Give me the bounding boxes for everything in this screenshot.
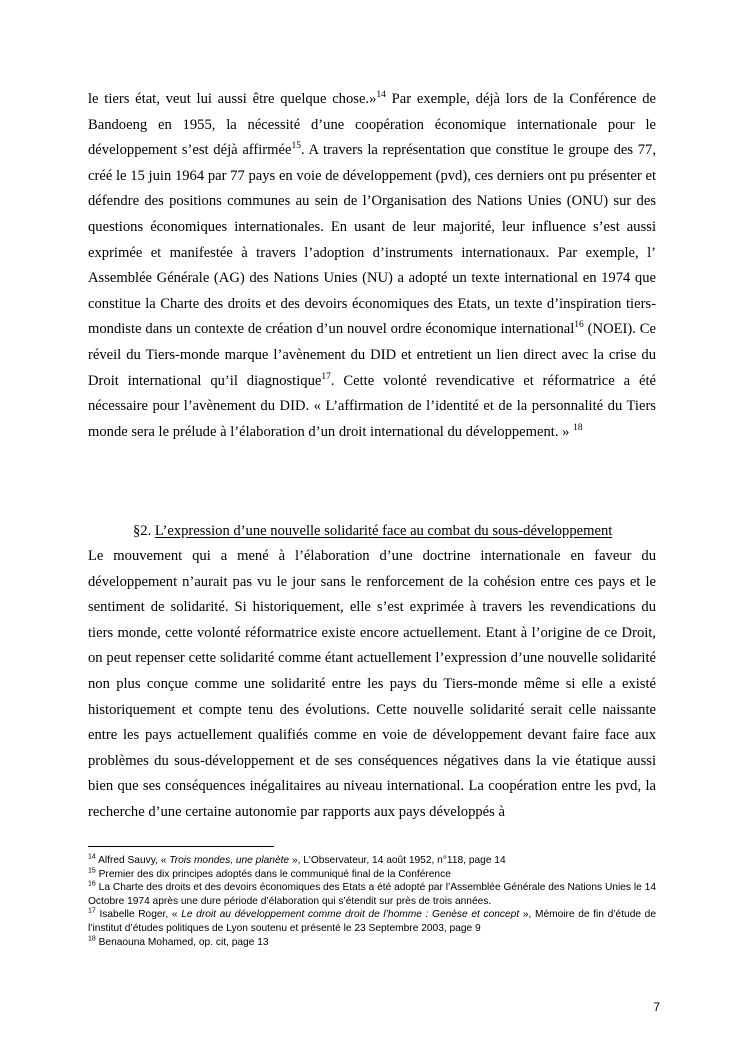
footnote-text: Benaouna Mohamed, op. cit, page 13 [95, 936, 269, 948]
footnote-text: », L'Observateur, 14 août 1952, n°118, page 14 [289, 855, 506, 866]
section-number: §2. [133, 523, 152, 539]
footnote-text: Premier des dix principes adoptés dans le communiqué final de la Conférence [95, 868, 451, 880]
footnote-cited-title: Le droit au développement comme droit de l’homme : Genèse et concept [181, 909, 520, 921]
paragraph-1 [88, 87, 656, 445]
footnote-17 [88, 908, 656, 935]
footnote-text: Isabelle Roger, « [95, 909, 182, 921]
footnote-text: La Charte des droits et des devoirs économiques des Etats a été adopté par l’Assemblée Générale des Nations Unies le 14 Octobre 1974 après une dure période d’élaboration qui s’étendit sur près de trois années. [88, 882, 656, 907]
page-number: 7 [653, 1000, 660, 1014]
footnote-ref-17[interactable]: 17 [321, 371, 331, 382]
footnote-text: Alfred Sauvy, « [95, 855, 170, 866]
paragraph-1-text: Par exemple, déjà lors de la Conférence de Bandoeng en 1955, la nécessité d’une coopération économique internationale pour le développement s’est déjà affirmée [88, 91, 656, 159]
paragraph-1-text: . Cette volonté revendicative et réformatrice a été nécessaire pour l’avènement du DID. « L’affirmation de l’identité et de la personnalité du Tiers monde sera le prélude à l’élaboration d’un droit international du développement. » [88, 372, 656, 440]
footnote-cited-title: Trois mondes, une planète [169, 855, 290, 866]
footnote-ref-16[interactable]: 16 [574, 320, 584, 331]
footnote-number: 17 [88, 907, 96, 915]
footnote-number: 15 [88, 867, 96, 875]
footnote-15 [88, 868, 656, 882]
footnote-separator [88, 846, 274, 847]
footnote-ref-18[interactable]: 18 [573, 422, 583, 433]
footnote-14 [88, 854, 656, 868]
paragraph-1-text: le tiers état, veut lui aussi être quelque chose.» [88, 91, 377, 107]
footnote-number: 18 [88, 935, 96, 943]
paragraph-1-text: . A travers la représentation que constitue le groupe des 77, créé le 15 juin 1964 par 77 pays en voie de développement (pvd), ces derniers ont pu présenter et défendre des positions communes au sein de l’Organisation des Nations Unies (ONU) sur des questions économiques internationales. En usant de leur majorité, leur influence s’est aussi exprimée et manifestée à travers l’adoption d’instruments internationaux. Par exemple, l’ Assemblée Générale (AG) des Nations Unies (NU) a adopté un texte international en 1974 que constitue la Charte des droits et des devoirs économiques des Etats, un texte d’inspiration tiers-mondiste dans un contexte de création d’un nouvel ordre économique international [88, 142, 656, 338]
section-heading [133, 519, 693, 545]
footnote-ref-15[interactable]: 15 [291, 141, 301, 152]
footnote-number: 16 [88, 880, 96, 888]
section-title: L’expression d’une nouvelle solidarité face au combat du sous-développement [154, 523, 613, 539]
paragraph-1-text: (NOEI). Ce réveil du Tiers-monde marque l’avènement du DID et entretient un lien direct avec la crise du Droit international qu’il diagnostique [88, 321, 657, 389]
footnote-number: 14 [88, 853, 96, 861]
footnotes [88, 854, 656, 949]
footnote-16 [88, 881, 656, 908]
footnote-text: », Mémoire de fin d’étude de l’institut d’études politiques de Lyon soutenu et présenté le 23 Septembre 2003, page 9 [88, 909, 657, 934]
paragraph-2: Le mouvement qui a mené à l’élaboration d’une doctrine internationale en faveur du développement n’aurait pas vu le jour sans le renforcement de la cohésion entre ces pays et le sentiment de solidarité. Si historiquement, elle s’est exprimée à travers les revendications du tiers monde, cette volonté réformatrice existe encore actuellement. Etant à l’origine de ce Droit, on peut repenser cette solidarité comme étant actuellement l’expression d’une nouvelle solidarité non plus conçue comme une solidarité entre les pays du Tiers-monde même si elle a existé historiquement et compte tenu des évolutions. Cette nouvelle solidarité serait celle naissante entre les pays actuellement qualifiés comme en voie de développement devant faire face aux problèmes du sous-développement et de ses conséquences négatives dans la vie étatique aussi bien que ses conséquences inégalitaires au niveau international. La coopération entre les pvd, la recherche d’une certaine autonomie par rapports aux pays développés à [88, 548, 656, 820]
footnote-ref-14[interactable]: 14 [376, 90, 386, 101]
footnote-18 [88, 936, 656, 950]
